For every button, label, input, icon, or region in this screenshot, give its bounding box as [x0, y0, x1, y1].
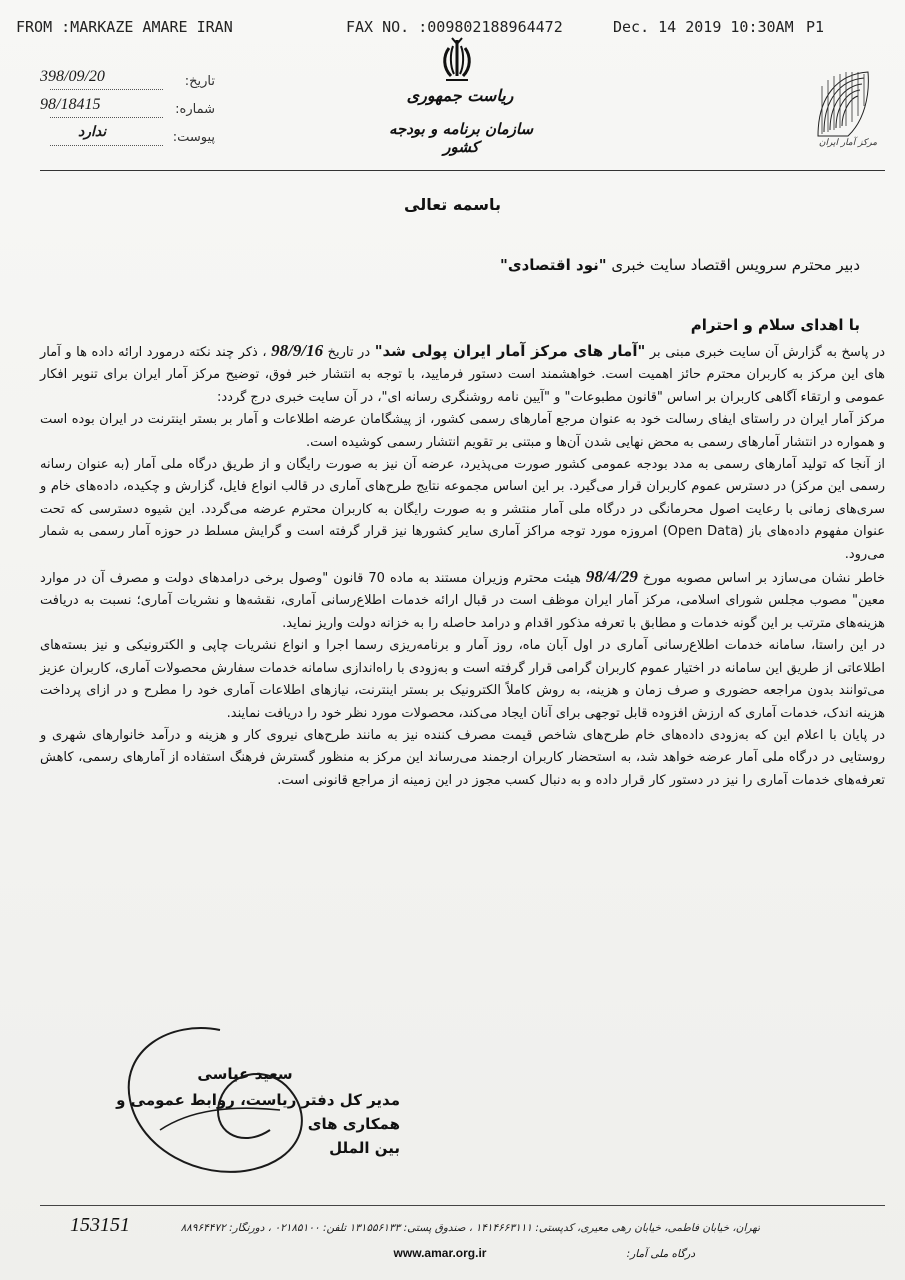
presidency-title: ریاست جمهوری: [406, 86, 514, 105]
footer-website-link[interactable]: www.amar.org.ir: [393, 1246, 487, 1260]
p1-part-b: در تاریخ: [327, 345, 371, 360]
letter-addressee: [140, 256, 860, 274]
fax-number: FAX NO. :009802188964472: [346, 18, 563, 36]
organization-title: سازمان برنامه و بودجه کشور: [388, 120, 534, 156]
fax-page-number: P1: [806, 18, 825, 36]
attachment-row: [40, 122, 215, 150]
date-dots: [50, 89, 163, 90]
addressee-prefix: دبیر محترم سرویس اقتصاد سایت خبری: [611, 256, 860, 274]
statistical-centre-caption: مرکز آمار ایران: [818, 138, 878, 148]
date-label: تاریخ:: [184, 74, 215, 89]
p1-part-c: ، ذکر چند نکته درمورد ارائه داده ها و آمار های این مرکز به کاربران محترم حائز اهمیت است. خواهشمند است دستور فرمایید، با توجه به انتشار خبر فوق، توضیح مرکز آمار ایران برای تنویر افکار عمومی و ارتقاء آگاهی کاربران بر اساس "قانون مطبوعات" و "آیین نامه روشنگری رسانه ای"، در آن سایت خبری درج گردد:: [40, 345, 885, 405]
p4-date: 98/4/29: [585, 567, 638, 587]
fax-datetime: Dec. 14 2019 10:30AM: [613, 18, 794, 36]
footer-document-number: 153151: [70, 1214, 130, 1236]
paragraph-1: [40, 340, 885, 409]
letter-title: باسمه تعالی: [404, 195, 501, 214]
paragraph-5: در این راستا، سامانه خدمات اطلاع‌رسانی آماری در اول آبان ماه، روز آمار و برنامه‌ریزی رسما اجرا و انواع نشریات چاپی و الکترونیکی و نیز بسته‌های اطلاعاتی از طریق این سامانه در اختیار عموم کاربران گرامی قرار گرفته است و به‌زودی با راه‌اندازی سامانه خدمات سفارش محصولات آماری، کاربران عزیز می‌توانند بدون مراجعه حضوری و صرف زمان و هزینه، به روش کاملاً الکترونیک بر بستر اینترنت، نیازهای اطلاعات آماری خود را مطرح و در ازای پرداخت هزینه اندک، خدمات آماری که ارزش افزوده قابل توجهی برای آنان ایجاد می‌کند، محصولات مورد نظر خود را دریافت نمایند.: [40, 638, 885, 721]
number-row: [40, 94, 215, 122]
paragraph-6: در پایان با اعلام این که به‌زودی داده‌های خام طرح‌های شاخص قیمت مصرف کننده نیز به مانند طرح‌های نیروی کار و هزینه و درآمد خانوارهای شهری و روستایی در درگاه ملی آمار عرضه خواهد شد، به استحضار کاربران ارجمند می‌رساند این مرکز به منظور گسترش فرهنگ استفاده از آمارهای رسمی، کاهش تعرفه‌های خدمات آماری را نیز در دستور کار قرار داده و به دنبال کسب مجوز در این زمینه از مراجع قانونی است.: [40, 727, 885, 788]
addressee-site: "نود اقتصادی": [500, 256, 607, 274]
number-value: 98/18415: [40, 96, 101, 113]
attachment-value: ندارد: [78, 125, 107, 140]
letter-body: [40, 340, 885, 792]
signatory-title-line1: مدیر کل دفتر ریاست، روابط عمومی و همکاری های: [116, 1091, 400, 1133]
number-label: شماره:: [175, 102, 215, 117]
signatory-title: [60, 1088, 400, 1160]
signatory-name: سعید عباسی: [197, 1065, 293, 1083]
footer-portal-label: درگاه ملی آمار:: [626, 1248, 695, 1260]
p1-date: 98/9/16: [271, 341, 324, 360]
p4-part-b: هیئت محترم وزیران مستند به ماده 70 قانون "وصول برخی درامدهای دولت و مصرف آن در موارد معین" مصوب مجلس شورای اسلامی، مرکز آمار ایران موظف است در قبال ارائه خدمات اطلاع‌رسانی آماری، نقشه‌ها و نشریات آماری؛ نسبت به دریافت هزینه‌های مترتب بر این گونه خدمات و مطابق با تعرفه مذکور اقدام و درامد حاصله را به خزانه دولت واریز نماید.: [40, 571, 885, 631]
header-divider: [40, 170, 885, 171]
date-row: [40, 66, 215, 94]
p4-part-a: خاطر نشان می‌سازد بر اساس مصوبه مورخ: [642, 571, 886, 587]
attachment-label: پیوست:: [172, 130, 215, 145]
iran-emblem-icon: [438, 36, 476, 90]
p1-quote: "آمار های مرکز آمار ایران پولی شد": [374, 342, 646, 360]
attachment-dots: [50, 145, 163, 146]
p3-open-data: (Open Data): [662, 524, 744, 540]
paragraph-4: [40, 566, 885, 635]
number-dots: [50, 117, 163, 118]
p1-part-a: در پاسخ به گزارش آن سایت خبری مبنی بر: [649, 345, 886, 360]
date-value: 398/09/20: [40, 68, 105, 85]
p3-part-b: امروزه مورد توجه مراکز آماری سایر کشورها نیز قرار گرفته است و گرایش مسلط در حوزه آمار رسمی به شمار می‌رود.: [40, 524, 885, 562]
footer-address: تهران، خیابان فاطمی، خیابان رهی معیری، کدپستی: ۱۴۱۴۶۶۳۱۱۱ ، صندوق پستی: ۱۳۱۵۵۶۱۳۳ تلفن: ۰۲۱۸۵۱۰۰ ، دورنگار: ۸۸۹۶۴۴۷۲: [180, 1222, 760, 1234]
footer-divider: [40, 1205, 885, 1206]
paragraph-3: [40, 454, 885, 566]
letter-meta: [40, 66, 215, 150]
signatory-title-line2: بین الملل: [329, 1139, 400, 1157]
fax-header: [0, 4, 905, 36]
paragraph-2: مرکز آمار ایران در راستای ایفای رسالت خود به عنوان مرجع آمارهای رسمی کشور، از پیشگامان عرضه اطلاعات و آمار بر بستر اینترنت در ایران بوده است و همواره در انتشار آمارهای رسمی به محض نهایی شدن آن‌ها و مبتنی بر تقویم انتشار رسمی کوشیده است.: [40, 412, 885, 450]
letter-greeting: با اهدای سلام و احترام: [690, 316, 860, 334]
p3-part-a: از آنجا که تولید آمارهای رسمی به مدد بودجه عمومی کشور صورت می‌پذیرد، عرضه آن نیز به صورت رایگان و از طریق درگاه ملی آمار (به عنوان رسانه رسمی این مرکز) در دسترس عموم کاربران قرار می‌گیرد. بر این اساس مجموعه نتایج طرح‌های آماری در قالب انواع فایل، گزارش و چکیده، داده‌های خام و سری‌های زمانی با رعایت اصول محرمانگی در درگاه ملی آمار منتشر و به صورت رایگان به کاربران محترم عرضه می‌گردد. این شیوه دسترسی که تحت عنوان مفهوم داده‌های باز: [40, 457, 885, 540]
fax-from: FROM :MARKAZE AMARE IRAN: [16, 18, 233, 36]
